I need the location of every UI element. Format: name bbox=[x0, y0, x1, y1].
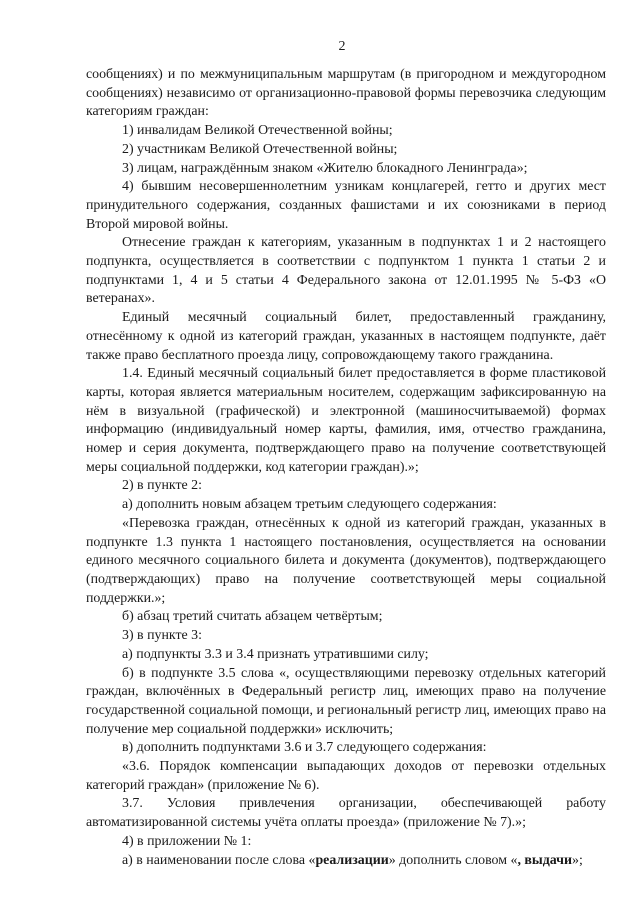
document-page bbox=[86, 38, 606, 870]
paragraph-8: 1.4. Единый месячный социальный билет предоставляется в форме пластиковой карты, которая является материальным носителем, содержащим зафиксированную на нём в визуальной (графической) и электронной (машиносчитываемой) формах информацию (индивидуальный номер карты, фамилия, имя, отчество гражданина, номер и серия документа, подтверждающего право на получение соответствующей меры социальной поддержки, код категории граждан).»; bbox=[86, 366, 606, 475]
paragraph-10: а) дополнить новым абзацем третьим следующего содержания: bbox=[122, 497, 497, 513]
paragraph-9: 2) в пункте 2: bbox=[122, 478, 202, 494]
text-run: » дополнить словом « bbox=[388, 852, 518, 868]
text-run: »; bbox=[572, 852, 583, 868]
paragraph-18: 3.7. Условия привлечения организации, обеспечивающей работу автоматизированной системы учёта оплаты проезда» (приложение № 7).»; bbox=[86, 796, 606, 831]
paragraph-15: б) в подпункте 3.5 слова «, осуществляющими перевозку отдельных категорий граждан, включённых в Федеральный регистр лиц, имеющих право на получение государственной социальной помощи, и региональный регистр лиц, имеющих право на получение мер социальной поддержки» исключить; bbox=[86, 665, 606, 737]
paragraph-16: в) дополнить подпунктами 3.6 и 3.7 следующего содержания: bbox=[122, 740, 487, 756]
paragraph-13: 3) в пункте 3: bbox=[122, 628, 202, 644]
paragraph-4: 3) лицам, награждённым знаком «Жителю блокадного Ленинграда»; bbox=[122, 160, 528, 176]
paragraph-11: «Перевозка граждан, отнесённых к одной из категорий граждан, указанных в подпункте 1.3 пункта 1 настоящего постановления, осуществляется на основании единого месячного социального билета и документа (документов), подтверждающего (подтверждающих) право на получение соответствующей меры социальной поддержки.»; bbox=[86, 515, 606, 606]
paragraph-14: а) подпункты 3.3 и 3.4 признать утратившими силу; bbox=[122, 646, 429, 662]
paragraph-6: Отнесение граждан к категориям, указанным в подпунктах 1 и 2 настоящего подпункта, осуществляется в соответствии с подпунктом 1 пункта 1 статьи 2 и подпунктами 1, 4 и 5 статьи 4 Федерального закона от 12.01.1995 № 5-ФЗ «О ветеранах». bbox=[86, 235, 606, 307]
paragraph-5: 4) бывшим несовершеннолетним узникам концлагерей, гетто и других мест принудительного содержания, созданных фашистами и их союзниками в период Второй мировой войны. bbox=[86, 179, 606, 232]
paragraph-19: 4) в приложении № 1: bbox=[122, 833, 252, 849]
page-number: 2 bbox=[338, 39, 346, 54]
paragraph-last bbox=[86, 852, 606, 871]
paragraph-7: Единый месячный социальный билет, предоставленный гражданину, отнесённому к одной из категорий граждан, указанных в настоящем подпункте, даёт также право бесплатного проезда лицу, сопровождающему такого гражданина. bbox=[86, 310, 606, 363]
bold-word-realization: реализации bbox=[315, 852, 389, 868]
paragraph-3: 2) участникам Великой Отечественной войны; bbox=[122, 141, 398, 157]
document-body bbox=[86, 66, 606, 852]
paragraph-1: сообщениях) и по межмуниципальным маршрутам (в пригородном и междугородном сообщениях) независимо от организационно-правовой формы перевозчика следующим категориям граждан: bbox=[86, 67, 606, 120]
text-run: а) в наименовании после слова « bbox=[122, 852, 316, 868]
paragraph-12: б) абзац третий считать абзацем четвёртым; bbox=[122, 609, 383, 625]
bold-word-issue: , выдачи bbox=[517, 852, 572, 868]
paragraph-2: 1) инвалидам Великой Отечественной войны; bbox=[122, 123, 393, 139]
paragraph-17: «3.6. Порядок компенсации выпадающих доходов от перевозки отдельных категорий граждан» (приложение № 6). bbox=[86, 759, 606, 793]
